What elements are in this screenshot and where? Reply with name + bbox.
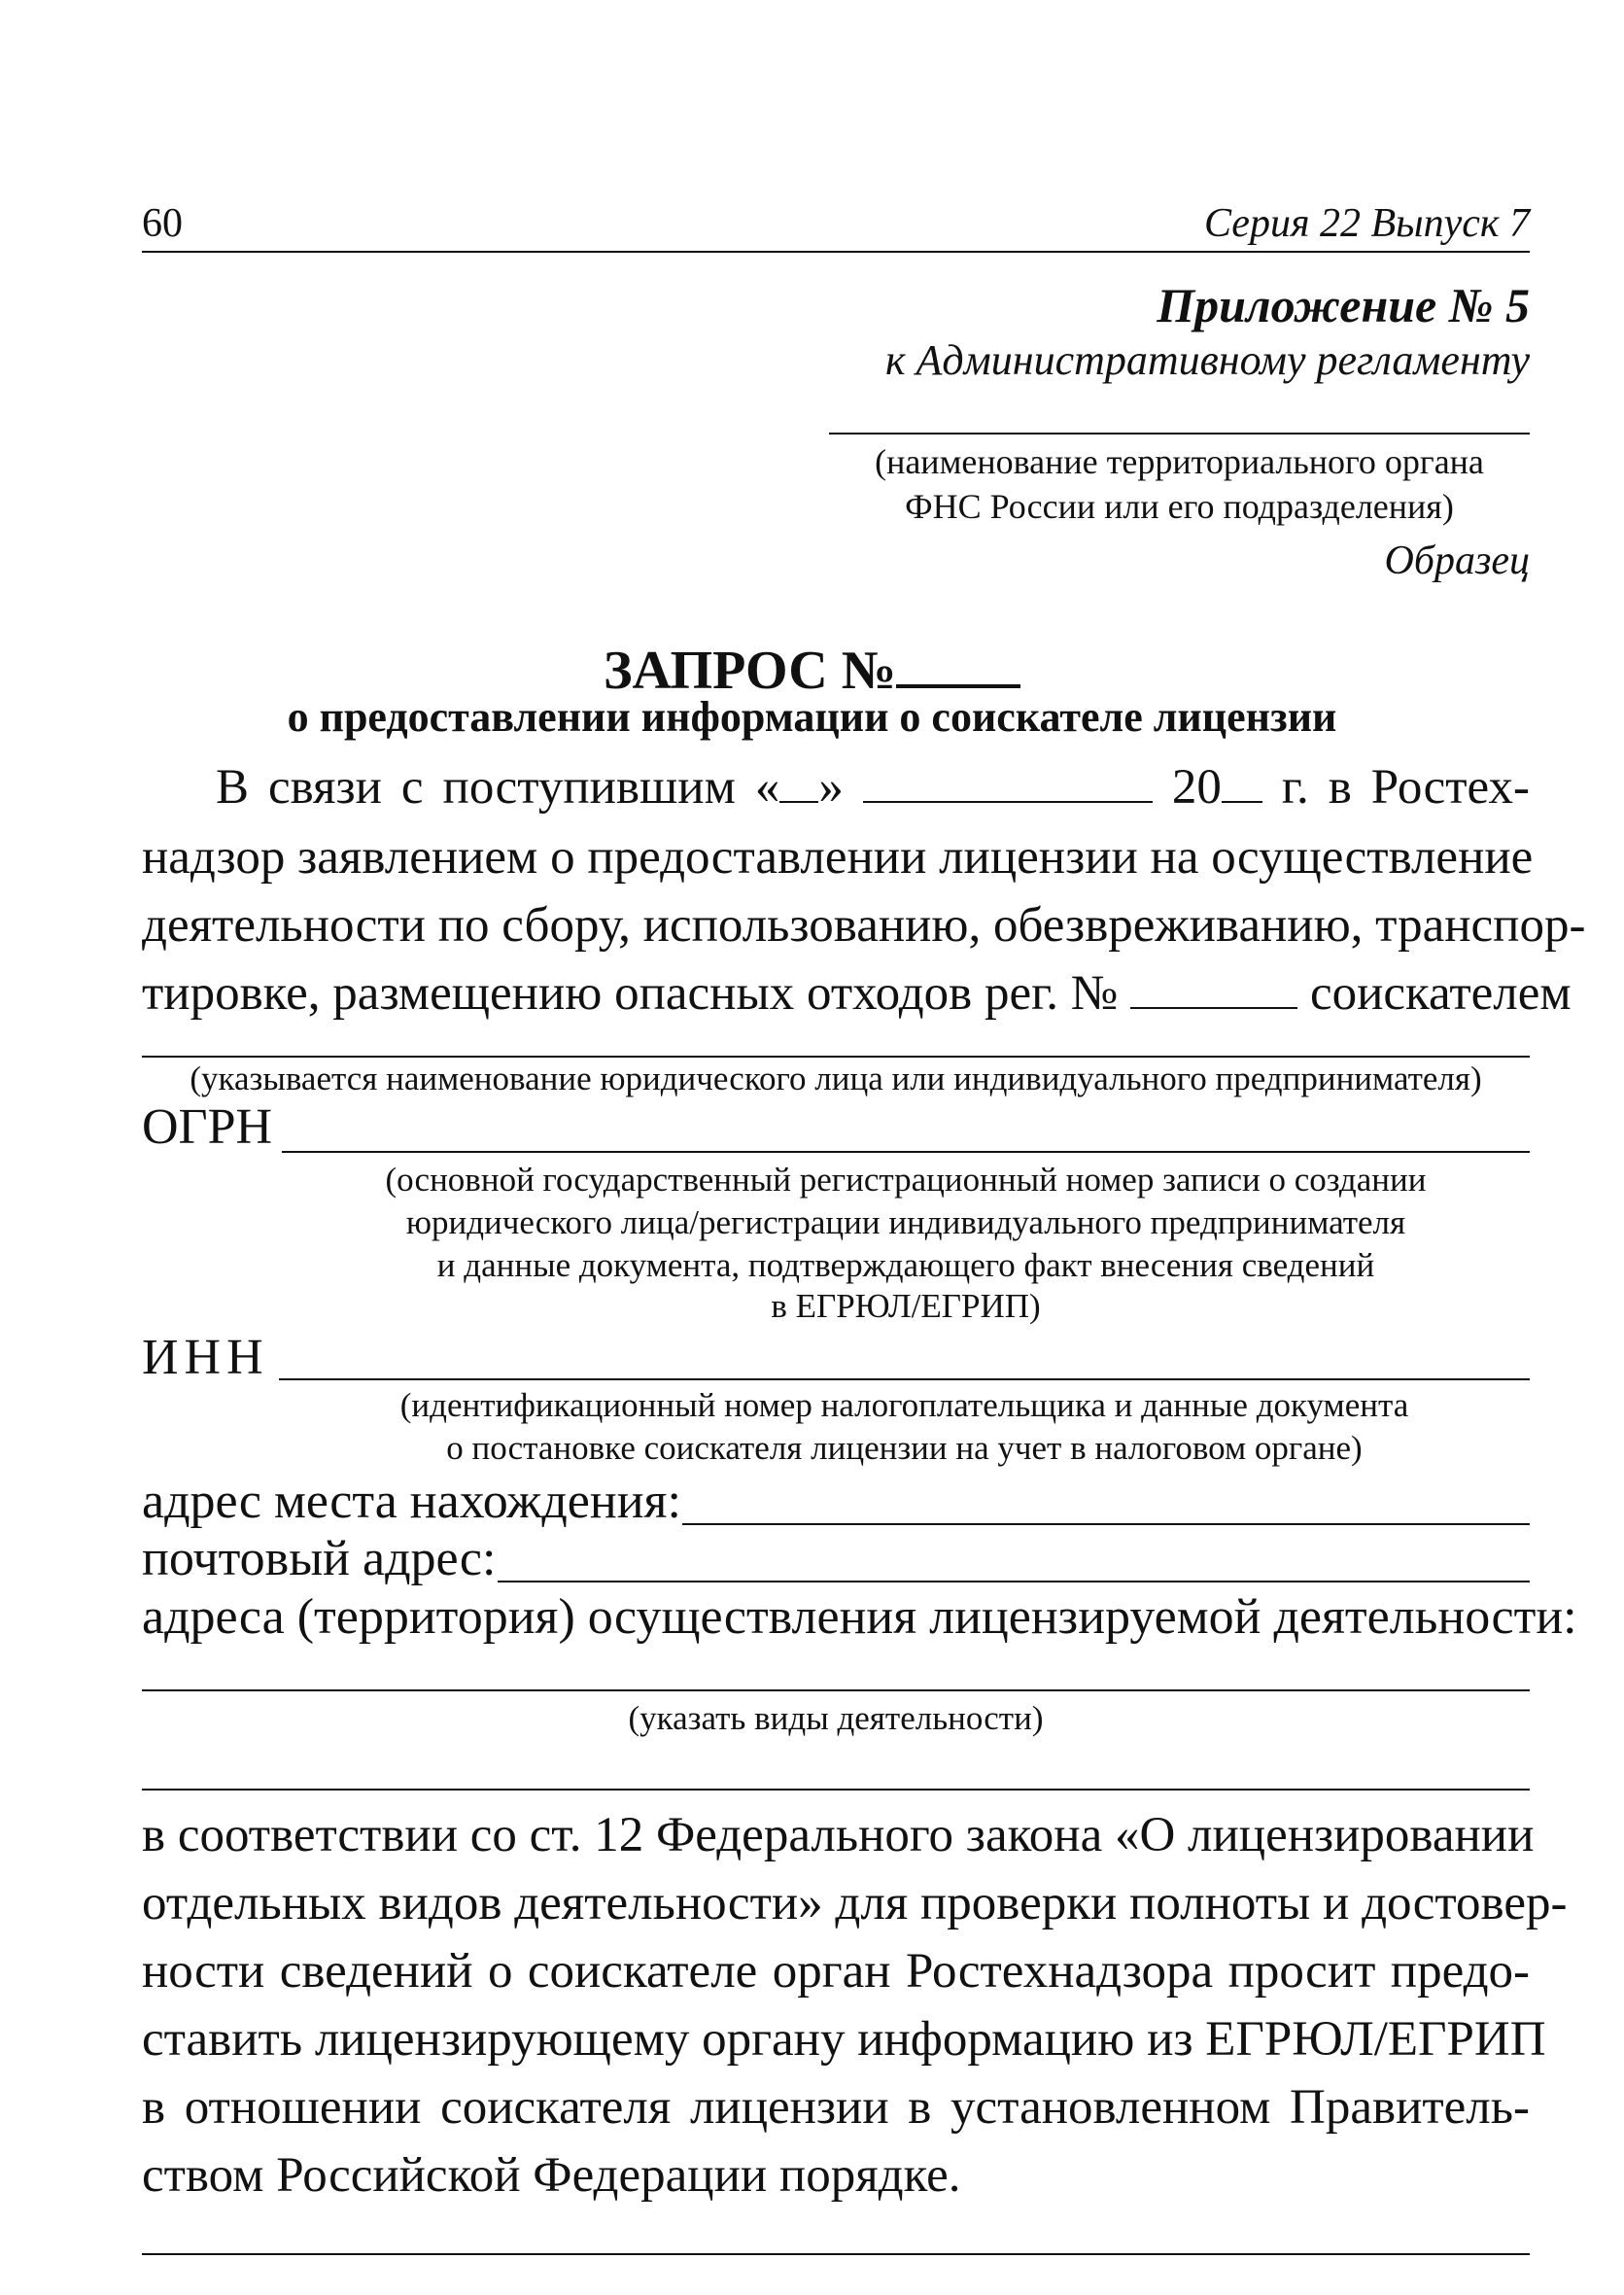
header-rule <box>142 251 1530 253</box>
sample-label: Образец <box>1384 539 1530 583</box>
inn-caption-line-1: (идентификационный номер налогоплательщика и данные документа <box>399 1386 1409 1424</box>
addressee-blank-line <box>829 433 1530 435</box>
intro-line-1-text-d: г. в Ростех- <box>1281 760 1530 815</box>
inn-caption-line-2: о постановке соискателя лицензии на учет в налоговом органе) <box>446 1429 1363 1467</box>
request-title-text: ЗАПРОС № <box>604 641 896 701</box>
postal-address-label: почтовый адрес: <box>142 1531 497 1586</box>
inn-blank-line <box>279 1378 1530 1380</box>
closing-line-2: отдельных видов деятельности» для проверки полноты и достовер- <box>142 1876 1568 1930</box>
activity-caption: (указать виды деятельности) <box>628 1699 1044 1737</box>
running-title: Серия 22 Выпуск 7 <box>1204 201 1530 246</box>
intro-line-1-text-b: » <box>818 760 844 815</box>
intro-line-4 <box>142 964 1572 1023</box>
inn-label: ИНН <box>142 1330 269 1385</box>
page-number: 60 <box>142 201 183 246</box>
ogrn-caption-line-1: (основной государственный регистрационный номер записи о создании <box>385 1161 1427 1199</box>
postal-address-blank-line <box>498 1581 1530 1582</box>
intro-line-2: надзор заявлением о предоставлении лицензии на осуществление <box>142 830 1534 885</box>
year-blank <box>1222 764 1262 803</box>
closing-line-4: ставить лицензирующему органу информацию из ЕГРЮЛ/ЕГРИП <box>142 2012 1546 2067</box>
closing-line-3: ности сведений о соискателе орган Ростехнадзора просит предо- <box>142 1944 1530 1999</box>
location-address-blank-line <box>682 1523 1530 1525</box>
location-address-label: адрес места нахождения: <box>142 1474 681 1529</box>
ogrn-caption-line-2: юридического лица/регистрации индивидуального предпринимателя <box>405 1203 1406 1241</box>
closing-line-5: в отношении соискателя лицензии в установленном Правитель- <box>142 2080 1530 2135</box>
applicant-caption: (указывается наименование юридического лица или индивидуального предпринимателя) <box>190 1060 1482 1097</box>
addressee-caption <box>829 439 1530 529</box>
closing-line-6: ством Российской Федерации порядке. <box>142 2148 961 2203</box>
ogrn-blank-line <box>282 1151 1530 1153</box>
ogrn-caption-line-3: и данные документа, подтверждающего факт внесения сведений <box>436 1246 1375 1284</box>
bottom-rule <box>142 2253 1530 2255</box>
closing-line-1: в соответствии со ст. 12 Федерального закона «О лицензировании <box>142 1808 1535 1862</box>
day-blank <box>779 764 818 803</box>
intro-line-4-text-a: тировке, размещению опасных отходов рег. № <box>142 966 1119 1021</box>
intro-line-1-text-a: В связи с поступившим « <box>216 760 780 815</box>
ogrn-caption-line-4: в ЕГРЮЛ/ЕГРИП) <box>771 1287 1041 1325</box>
request-subtitle: о предоставлении информации о соискателе лицензии <box>287 693 1337 741</box>
activity-types-blank-line <box>142 1789 1530 1791</box>
activity-addresses-label: адреса (территория) осуществления лицензируемой деятельности: <box>142 1589 1577 1645</box>
addressee-caption-line-1: (наименование территориального органа <box>875 442 1484 481</box>
intro-line-4-text-b: соискателем <box>1309 966 1572 1021</box>
ogrn-label: ОГРН <box>142 1099 273 1155</box>
intro-line-3: деятельности по сбору, использованию, обезвреживанию, транспор- <box>142 898 1586 953</box>
appendix-subtitle: к Административному регламенту <box>884 336 1530 384</box>
activity-addresses-blank-line <box>142 1689 1530 1691</box>
appendix-title: Приложение № 5 <box>1157 278 1530 332</box>
request-number-blank <box>896 634 1020 688</box>
addressee-caption-line-2: ФНС России или его подразделения) <box>905 487 1454 526</box>
registration-number-blank <box>1130 970 1297 1009</box>
intro-line-1 <box>216 758 1530 817</box>
intro-line-1-text-c: 20 <box>1171 760 1222 815</box>
month-blank <box>863 764 1153 803</box>
